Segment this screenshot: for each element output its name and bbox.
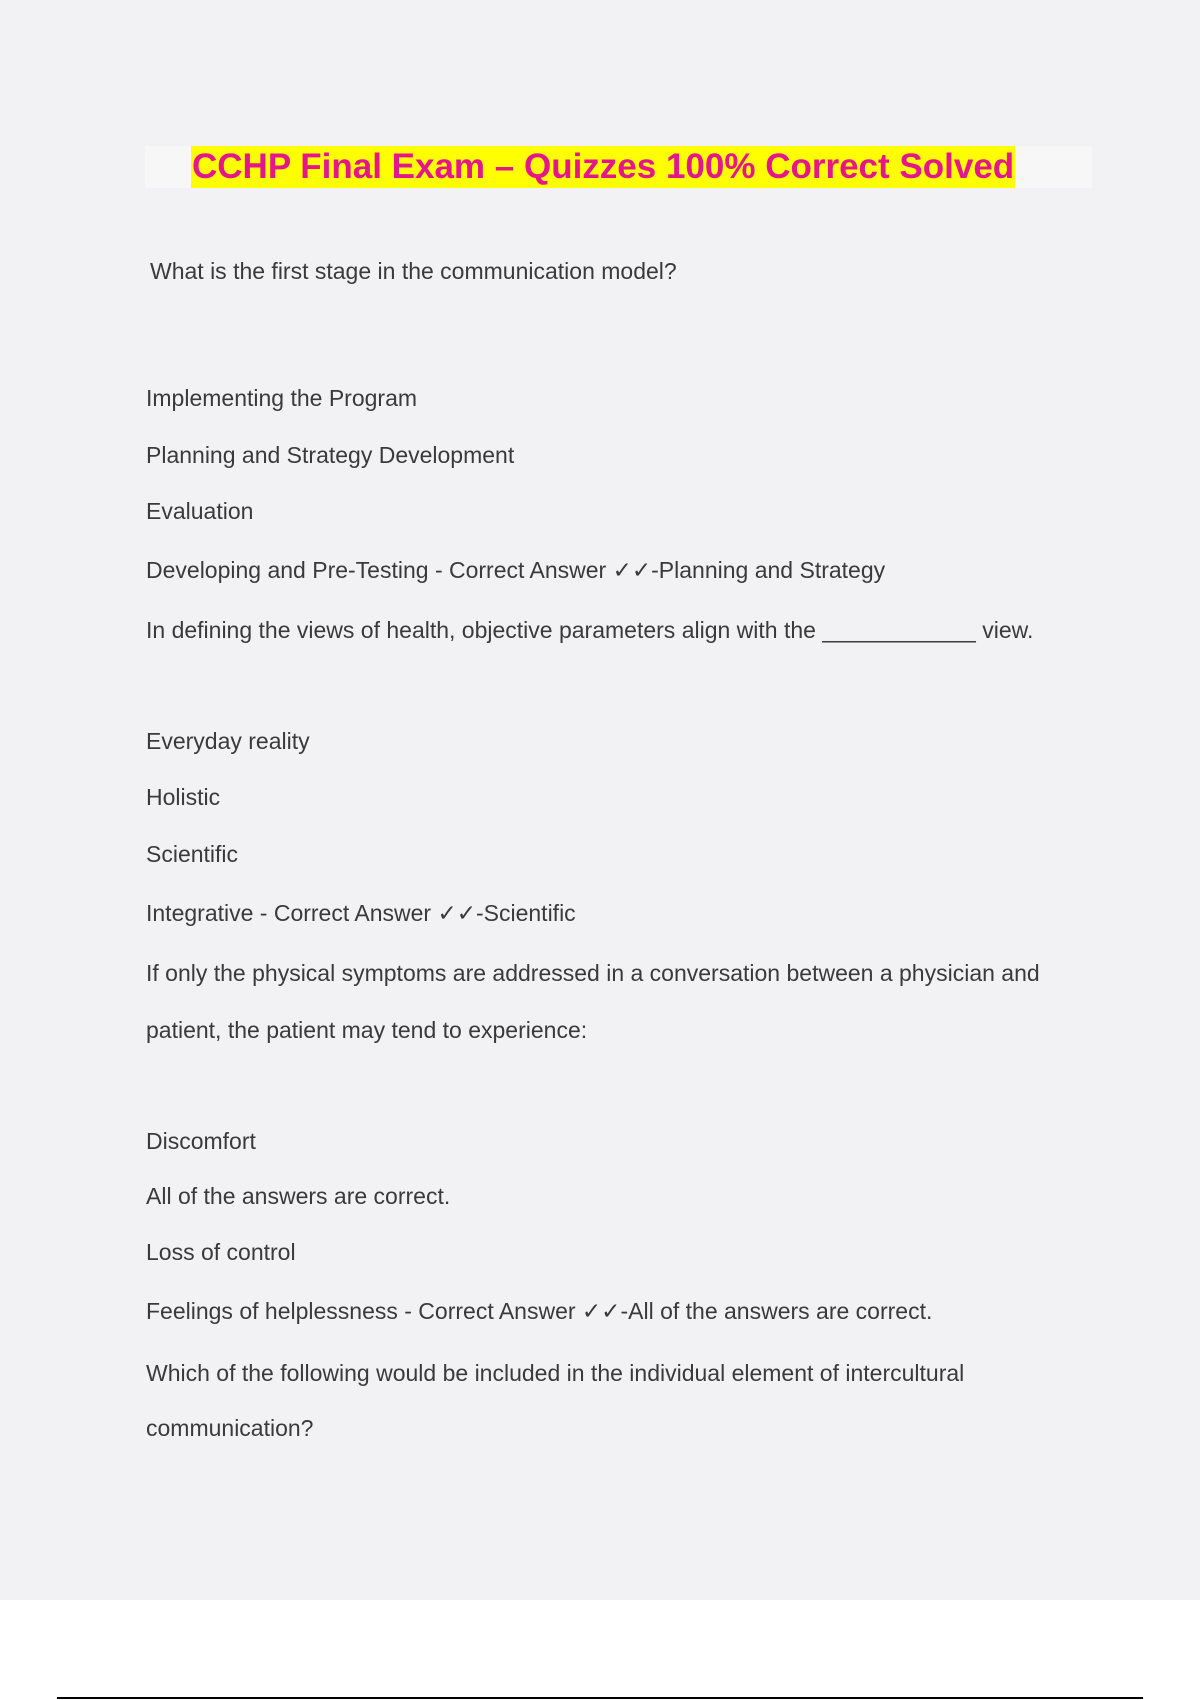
question-1-option-1: Implementing the Program [146,385,418,411]
question-2-option-3: Scientific [146,841,239,867]
footer-rule [57,1697,1143,1699]
question-3-option-1: Discomfort [146,1128,256,1154]
question-1-option-4-answer: Developing and Pre-Testing - Correct Answer ✓✓-Planning and Strategy [146,557,886,583]
question-3-prompt-line-1: If only the physical symptoms are addressed in a conversation between a physician and [146,960,1040,986]
question-2-option-4-answer: Integrative - Correct Answer ✓✓-Scientific [146,900,576,926]
question-3-prompt-line-2: patient, the patient may tend to experience: [146,1017,588,1043]
question-1-option-2: Planning and Strategy Development [146,442,515,468]
question-4-prompt-line-2: communication? [146,1415,314,1441]
question-3-option-2: All of the answers are correct. [146,1183,451,1209]
question-2-option-2: Holistic [146,784,221,810]
document-title: CCHP Final Exam – Quizzes 100% Correct Solved [192,147,1015,186]
question-1-prompt: What is the first stage in the communication model? [150,258,677,284]
question-2-option-1: Everyday reality [146,728,310,754]
question-3-option-4-answer: Feelings of helplessness - Correct Answer ✓✓-All of the answers are correct. [146,1298,933,1324]
question-2-prompt: In defining the views of health, objective parameters align with the ____________ view. [146,617,1034,643]
question-4-prompt-line-1: Which of the following would be included in the individual element of intercultural [146,1360,965,1386]
question-1-option-3: Evaluation [146,498,254,524]
question-3-option-3: Loss of control [146,1239,296,1265]
